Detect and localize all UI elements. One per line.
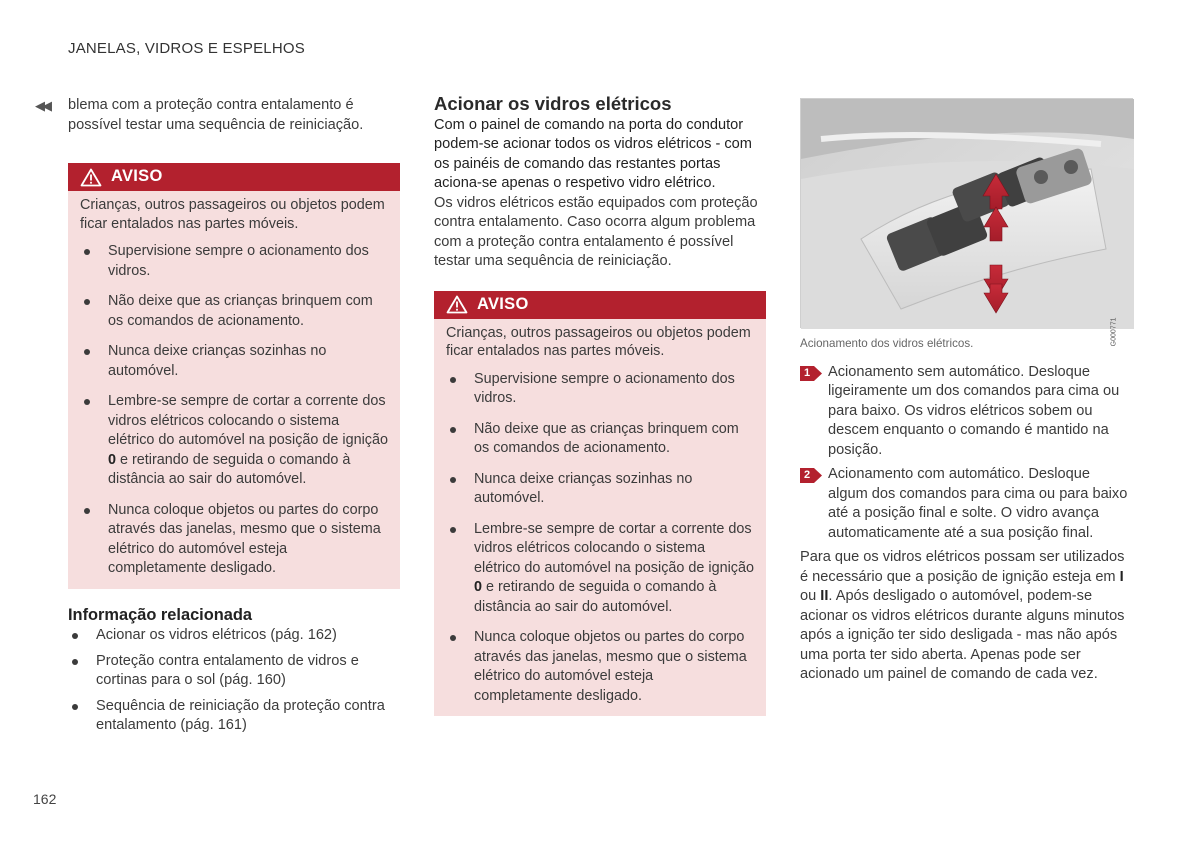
warning-lead: Crianças, outros passageiros ou objetos podem ficar entalados nas partes móveis.	[446, 324, 751, 359]
ignition-position-i: I	[1119, 568, 1124, 585]
step-item	[800, 465, 1133, 543]
warning-box	[68, 163, 400, 589]
column-right	[800, 98, 1133, 685]
body-paragraph: Os vidros elétricos estão equipados com proteção contra entalamento. Caso ocorra algum problema com a proteção contra entalamento é possível testar uma sequência de reiniciação.	[434, 194, 758, 269]
warning-item: Não deixe que as crianças brinquem com os comandos de acionamento.	[446, 420, 754, 459]
related-link[interactable]: Acionar os vidros elétricos (pág. 162)	[68, 626, 400, 646]
intro-text: blema com a proteção contra entalamento é possível testar uma sequência de reiniciação.	[68, 97, 364, 133]
warning-header	[68, 163, 400, 191]
column-left	[35, 96, 400, 742]
continued-mark: ◀◀	[35, 98, 49, 113]
step-number-badge	[800, 468, 822, 483]
warning-header	[434, 291, 766, 319]
paragraph-text: Para que os vidros elétricos possam ser utilizados é necessário que a posição de ignição esteja em	[800, 549, 1125, 585]
paragraph-text: . Após desligado o automóvel, podem-se acionar os vidros elétricos durante alguns minutos após a ignição ter sido desligada - mas não após uma porta ter sido aberta. Apenas pode ser acionado um painel de comando de cada vez.	[800, 588, 1125, 682]
usage-paragraph	[800, 548, 1133, 685]
warning-title: AVISO	[477, 294, 529, 313]
section-heading: Acionar os vidros elétricos	[434, 93, 672, 114]
section-header: JANELAS, VIDROS E ESPELHOS	[68, 40, 305, 57]
warning-icon	[80, 168, 102, 187]
warning-title: AVISO	[111, 167, 163, 186]
warning-item-text: e retirando de seguida o comando à distância ao sair do automóvel.	[474, 579, 717, 615]
related-link[interactable]: Sequência de reiniciação da proteção contra entalamento (pág. 161)	[68, 697, 400, 736]
warning-item: Nunca deixe crianças sozinhas no automóvel.	[80, 342, 388, 381]
step-text: Acionamento com automático. Desloque algum dos comandos para cima ou para baixo até a posição final e solte. O vidro avança automaticamente até a sua posição final.	[828, 466, 1128, 541]
warning-lead: Crianças, outros passageiros ou objetos podem ficar entalados nas partes móveis.	[80, 197, 385, 232]
warning-icon	[446, 295, 468, 314]
ignition-position-0: 0	[108, 451, 117, 468]
warning-item: Nunca coloque objetos ou partes do corpo através das janelas, mesmo que o sistema elétrico do automóvel esteja completamente desligado.	[446, 628, 754, 706]
ignition-position-0: 0	[474, 579, 483, 595]
image-caption: Acionamento dos vidros elétricos.	[800, 337, 974, 350]
related-info-title: Informação relacionada	[68, 605, 253, 624]
warning-item: Supervisione sempre o acionamento dos vidros.	[446, 370, 754, 409]
ignition-position-ii: II	[820, 588, 829, 604]
warning-item-text: Lembre-se sempre de cortar a corrente dos vidros elétricos colocando o sistema elétrico do automóvel na posição de ignição	[474, 520, 754, 576]
column-middle	[434, 94, 766, 716]
step-number: 1	[804, 366, 811, 379]
step-number: 2	[804, 469, 811, 481]
related-info	[68, 606, 400, 736]
warning-item: Não deixe que as crianças brinquem com os comandos de acionamento.	[80, 292, 388, 331]
paragraph-text: ou	[800, 588, 821, 604]
window-switch-panel-image	[801, 99, 1134, 329]
warning-item: Supervisione sempre o acionamento dos vidros.	[80, 242, 388, 281]
image-code: G000771	[1110, 317, 1118, 346]
lead-paragraph: Com o painel de comando na porta do condutor podem-se acionar todos os vidros elétricos - com os painéis de comando das restantes portas aciona-se apenas o respetivo vidro elétrico.	[434, 116, 752, 191]
warning-item-text: Lembre-se sempre de cortar a corrente dos vidros elétricos colocando o sistema elétrico do automóvel na posição de ignição	[108, 393, 388, 448]
warning-item	[446, 520, 754, 618]
step-item	[800, 363, 1133, 461]
warning-box	[434, 291, 766, 717]
warning-item	[80, 392, 388, 490]
step-number-badge	[800, 366, 822, 381]
related-link[interactable]: Proteção contra entalamento de vidros e cortinas para o sol (pág. 160)	[68, 652, 400, 691]
warning-item: Nunca coloque objetos ou partes do corpo através das janelas, mesmo que o sistema elétrico do automóvel esteja completamente desligado.	[80, 501, 388, 579]
warning-item: Nunca deixe crianças sozinhas no automóvel.	[446, 470, 754, 509]
warning-item-text: e retirando de seguida o comando à distância ao sair do automóvel.	[108, 451, 351, 487]
page-number: 162	[33, 791, 57, 807]
step-text: Acionamento sem automático. Desloque ligeiramente um dos comandos para cima ou para baixo. Os vidros elétricos sobem ou descem enquanto o comando é mantido na posição.	[828, 363, 1120, 458]
